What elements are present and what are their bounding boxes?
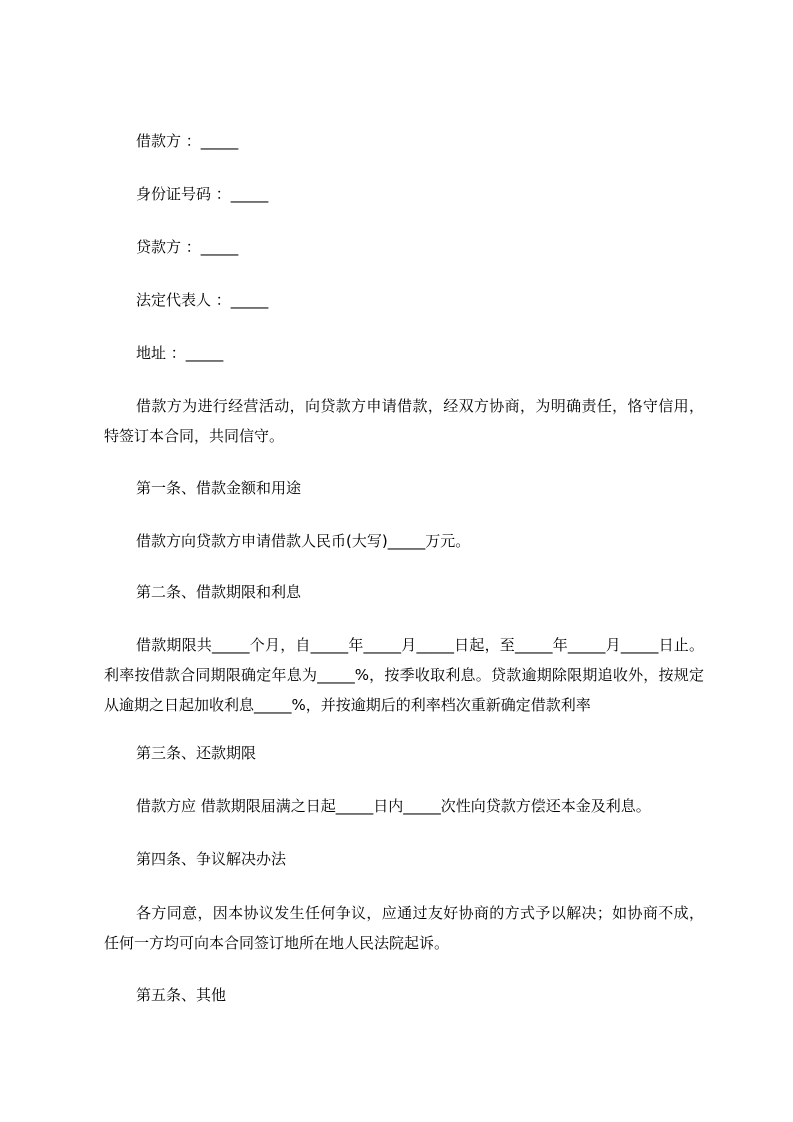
lender-field: 贷款方 ：_____ (136, 238, 239, 256)
article-2-body: 借款期限共_____个月，自_____年_____月_____日起，至_____年_____月_____日止。利率按借款合同期限确定年息为_____%，按季收取利息。贷款逾期除限期追收外，按规定从逾期之日起加收利息_____%，并按逾期后的利率档次重新确定借款利率 (104, 636, 704, 714)
article-2-title: 第二条、借款期限和利息 (136, 583, 302, 601)
article-3-body: 借款方应 借款期限届满之日起_____日内_____次性向贷款方偿还本金及利息。 (136, 797, 651, 815)
article-1-title: 第一条、借款金额和用途 (136, 479, 302, 497)
article-5-title: 第五条、其他 (136, 986, 227, 1004)
borrower-field: 借款方 ：_____ (136, 132, 239, 150)
intro-paragraph: 借款方为进行经营活动，向贷款方申请借款，经双方协商，为明确责任，恪守信用，特签订本合同，共同信守。 (104, 397, 704, 445)
address-field: 地址 ：_____ (136, 344, 224, 362)
article-3-title: 第三条、还款期限 (136, 744, 257, 762)
article-4-title: 第四条、争议解决办法 (136, 850, 287, 868)
article-1-body: 借款方向贷款方申请借款人民币(大写)_____万元。 (136, 532, 471, 550)
legal-representative-field: 法定代表人 ：_____ (136, 291, 269, 309)
article-4-body: 各方同意，因本协议发生任何争议，应通过友好协商的方式予以解决；如协商不成，任何一方均可向本合同签订地所在地人民法院起诉。 (104, 904, 704, 952)
id-number-field: 身份证号码 ：_____ (136, 185, 269, 203)
